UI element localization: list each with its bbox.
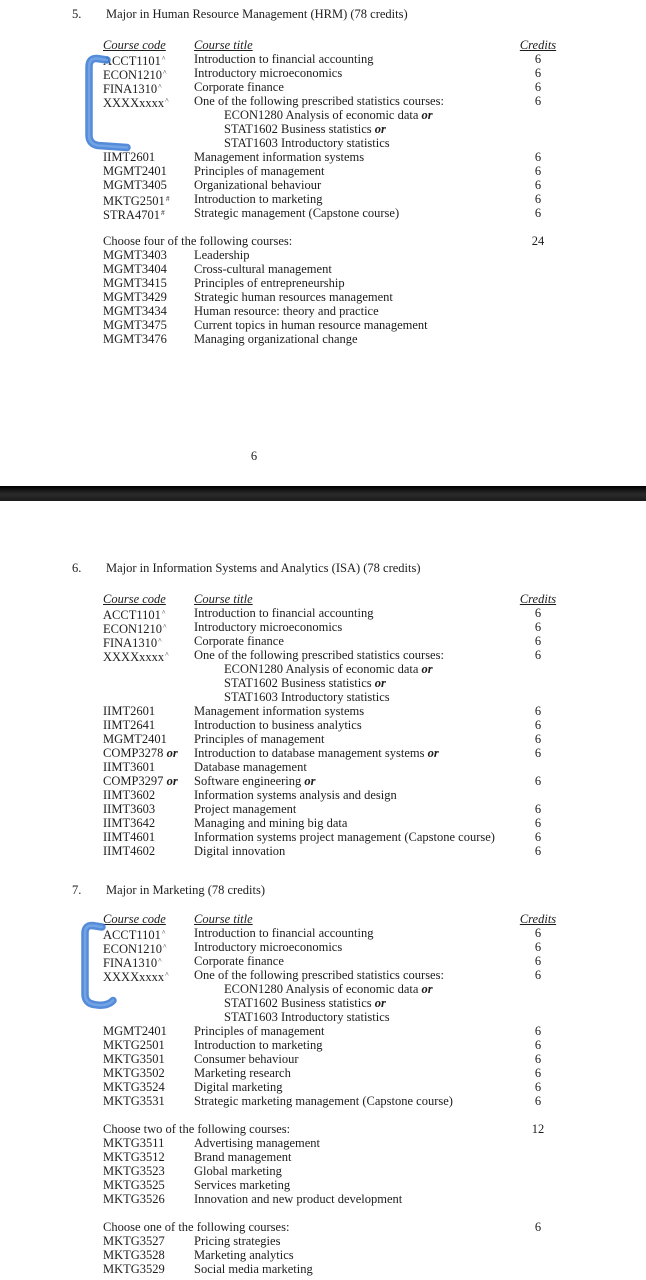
credits-value [503, 262, 573, 276]
course-code: MGMT2401 [103, 732, 167, 746]
course-code-superscript: ^ [161, 54, 166, 63]
course-title: ECON1280 Analysis of economic data or [224, 108, 433, 122]
course-title: Current topics in human resource management [194, 318, 428, 332]
course-code-superscript: # [160, 208, 165, 217]
course-code: MGMT3475 [103, 318, 167, 332]
row-spacer [0, 1108, 646, 1122]
credits-value [503, 1010, 573, 1024]
course-code [103, 996, 194, 1010]
course-title: Corporate finance [194, 80, 284, 94]
course-title: Information systems project management (Capstone course) [194, 830, 495, 844]
course-row [0, 760, 646, 774]
course-code-superscript: ^ [158, 82, 162, 91]
credits-value [503, 760, 573, 774]
course-title: Leadership [194, 248, 250, 262]
course-title: Principles of entrepreneurship [194, 276, 345, 290]
course-code: ACCT1101^ [103, 608, 166, 622]
course-code: FINA1310^ [103, 956, 162, 970]
credits-value: 6 [534, 648, 542, 662]
course-code-superscript: # [165, 194, 170, 203]
course-title: Strategic management (Capstone course) [194, 206, 400, 220]
course-title: Managing organizational change [194, 332, 358, 346]
credits-value [503, 108, 573, 122]
course-row [0, 940, 646, 954]
course-title: Principles of management [194, 732, 325, 746]
course-title: Strategic marketing management (Capstone course) [194, 1094, 453, 1108]
course-title: Introductory microeconomics [194, 620, 343, 634]
course-code: MGMT3434 [103, 304, 167, 318]
course-title: Human resource: theory and practice [194, 304, 379, 318]
credits-value [503, 1234, 573, 1248]
course-row [0, 192, 646, 206]
course-code: MKTG3528 [103, 1248, 165, 1262]
course-code: IIMT2641 [103, 718, 156, 732]
course-code-superscript: ^ [158, 956, 162, 965]
course-row [0, 1192, 646, 1206]
column-header-course-code: Course code [103, 38, 166, 52]
course-row [0, 844, 646, 858]
course-row [0, 816, 646, 830]
credits-value: 6 [534, 746, 542, 760]
course-row [0, 332, 646, 346]
credits-value [503, 996, 573, 1010]
credits-value: 6 [534, 94, 542, 108]
course-row [0, 1024, 646, 1038]
credits-value: 6 [534, 80, 542, 94]
credits-value: 12 [531, 1122, 545, 1136]
credits-value: 6 [534, 206, 542, 220]
or-keyword: or [421, 108, 433, 122]
course-row [0, 1094, 646, 1108]
course-title: Social media marketing [194, 1262, 313, 1276]
course-code-superscript: ^ [165, 970, 169, 979]
course-row [0, 732, 646, 746]
course-code: IIMT3642 [103, 816, 156, 830]
course-code-superscript: ^ [161, 928, 166, 937]
course-code: MKTG2501# [103, 194, 170, 208]
course-code: XXXXxxxx^ [103, 96, 169, 110]
course-title: ECON1280 Analysis of economic data or [224, 982, 433, 996]
course-row [0, 788, 646, 802]
credits-value [503, 304, 573, 318]
course-title: Introductory microeconomics [194, 66, 343, 80]
section-hrm [0, 7, 646, 346]
course-code: MKTG2501 [103, 1038, 165, 1052]
course-row [0, 648, 646, 662]
course-code: MKTG3529 [103, 1262, 165, 1276]
row-spacer [0, 220, 646, 234]
course-row [0, 164, 646, 178]
course-code [103, 1010, 194, 1024]
column-header-course-code: Course code [103, 912, 166, 926]
credits-value: 6 [534, 802, 542, 816]
credits-value: 6 [534, 830, 542, 844]
credits-value: 6 [534, 926, 542, 940]
statistics-option-row [0, 662, 646, 676]
section-isa [0, 561, 646, 858]
course-row [0, 1178, 646, 1192]
course-code [103, 122, 194, 136]
column-header-credits: Credits [519, 38, 557, 52]
course-code: MKTG3523 [103, 1164, 165, 1178]
course-title: Introduction to business analytics [194, 718, 362, 732]
course-title: ECON1280 Analysis of economic data or [224, 662, 433, 676]
course-title: Cross-cultural management [194, 262, 332, 276]
course-code: MKTG3524 [103, 1080, 165, 1094]
course-row [0, 774, 646, 788]
course-title: Strategic human resources management [194, 290, 393, 304]
course-row [0, 1136, 646, 1150]
course-title: Introduction to financial accounting [194, 606, 374, 620]
course-row [0, 248, 646, 262]
section-heading-text: Major in Information Systems and Analytics (ISA) (78 credits) [106, 561, 421, 575]
course-code: MGMT3476 [103, 332, 167, 346]
credits-value: 6 [534, 164, 542, 178]
course-code: MKTG3511 [103, 1136, 165, 1150]
credits-value [503, 248, 573, 262]
credits-value: 6 [534, 704, 542, 718]
course-code: IIMT4601 [103, 830, 156, 844]
statistics-option-row [0, 982, 646, 996]
row-spacer [0, 1206, 646, 1220]
course-row [0, 1052, 646, 1066]
credits-value [503, 1164, 573, 1178]
or-keyword: or [374, 996, 386, 1010]
or-keyword: or [421, 662, 433, 676]
credits-value: 6 [534, 1220, 542, 1234]
column-header-credits: Credits [519, 592, 557, 606]
table-header-row [0, 592, 646, 606]
course-title: Brand management [194, 1150, 292, 1164]
course-row [0, 1066, 646, 1080]
course-code: MKTG3526 [103, 1192, 165, 1206]
course-row [0, 150, 646, 164]
or-keyword: or [166, 746, 178, 760]
column-header-course-title: Course title [194, 912, 253, 926]
section-heading [0, 883, 646, 897]
course-code: IIMT3601 [103, 760, 156, 774]
course-title: Innovation and new product development [194, 1192, 403, 1206]
course-title: Corporate finance [194, 954, 284, 968]
or-keyword: or [421, 982, 433, 996]
course-row [0, 1080, 646, 1094]
course-title: Services marketing [194, 1178, 291, 1192]
credits-value: 6 [534, 606, 542, 620]
credits-value: 6 [534, 620, 542, 634]
course-code: MKTG3512 [103, 1150, 165, 1164]
course-row [0, 926, 646, 940]
course-code: IIMT3603 [103, 802, 156, 816]
course-code: MKTG3527 [103, 1234, 165, 1248]
course-title: STAT1603 Introductory statistics [224, 690, 390, 704]
course-row [0, 606, 646, 620]
credits-value: 6 [534, 732, 542, 746]
credits-value: 6 [534, 178, 542, 192]
section-heading [0, 7, 646, 21]
course-row [0, 276, 646, 290]
statistics-option-row [0, 108, 646, 122]
course-code [103, 108, 194, 122]
course-code [103, 676, 194, 690]
table-header-row [0, 38, 646, 52]
course-title: One of the following prescribed statistics courses: [194, 94, 444, 108]
credits-value [503, 1150, 573, 1164]
credits-value: 6 [534, 52, 542, 66]
course-code: FINA1310^ [103, 636, 162, 650]
course-code: MGMT2401 [103, 164, 167, 178]
course-title: Digital marketing [194, 1080, 283, 1094]
course-row [0, 94, 646, 108]
course-title: Marketing research [194, 1066, 291, 1080]
course-code: STRA4701# [103, 208, 165, 222]
course-row [0, 178, 646, 192]
credits-value: 6 [534, 1052, 542, 1066]
course-title: Information systems analysis and design [194, 788, 397, 802]
course-row [0, 1234, 646, 1248]
course-code [103, 690, 194, 704]
course-code [103, 662, 194, 676]
column-header-course-code: Course code [103, 592, 166, 606]
course-row [0, 1150, 646, 1164]
credits-value: 6 [534, 968, 542, 982]
course-title: Introductory microeconomics [194, 940, 343, 954]
course-title: Marketing analytics [194, 1248, 294, 1262]
course-code: MKTG3501 [103, 1052, 165, 1066]
credits-value [503, 1192, 573, 1206]
or-keyword: or [166, 774, 178, 788]
course-row [0, 262, 646, 276]
column-header-credits: Credits [519, 912, 557, 926]
course-title: Global marketing [194, 1164, 282, 1178]
course-code: MGMT3415 [103, 276, 167, 290]
credits-value [503, 1178, 573, 1192]
credits-value: 24 [531, 234, 545, 248]
credits-value [503, 1262, 573, 1276]
course-code: MKTG3531 [103, 1094, 165, 1108]
course-title: Principles of management [194, 164, 325, 178]
choose-instruction: Choose two of the following courses: [103, 1122, 291, 1136]
course-title: Introduction to financial accounting [194, 52, 374, 66]
course-table [0, 912, 646, 1276]
credits-value [503, 122, 573, 136]
course-code-superscript: ^ [165, 96, 169, 105]
course-row [0, 66, 646, 80]
credits-value [503, 290, 573, 304]
statistics-option-row [0, 996, 646, 1010]
section-number: 6. [72, 561, 82, 575]
credits-value: 6 [534, 150, 542, 164]
course-code: IIMT4602 [103, 844, 156, 858]
course-row [0, 1164, 646, 1178]
course-row [0, 1262, 646, 1276]
course-code: MGMT3405 [103, 178, 167, 192]
credits-value [503, 690, 573, 704]
course-code [103, 982, 194, 996]
course-title: Consumer behaviour [194, 1052, 299, 1066]
course-code: COMP3278 or [103, 746, 178, 760]
course-row [0, 746, 646, 760]
course-row [0, 52, 646, 66]
statistics-option-row [0, 690, 646, 704]
credits-value: 6 [534, 634, 542, 648]
course-title: STAT1602 Business statistics or [224, 676, 386, 690]
section-heading-text: Major in Marketing (78 credits) [106, 883, 265, 897]
course-title: Pricing strategies [194, 1234, 281, 1248]
course-title: Management information systems [194, 704, 365, 718]
course-row [0, 620, 646, 634]
table-header-row [0, 912, 646, 926]
course-code: COMP3297 or [103, 774, 178, 788]
course-row [0, 718, 646, 732]
statistics-option-row [0, 1010, 646, 1024]
course-row [0, 704, 646, 718]
credits-value [503, 318, 573, 332]
course-row [0, 318, 646, 332]
course-row [0, 802, 646, 816]
credits-value [503, 662, 573, 676]
credits-value [503, 332, 573, 346]
course-title: Organizational behaviour [194, 178, 322, 192]
credits-value: 6 [534, 718, 542, 732]
section-number: 7. [72, 883, 82, 897]
course-code-superscript: ^ [165, 650, 169, 659]
course-code: ACCT1101^ [103, 54, 166, 68]
course-title: Introduction to database management systems or [194, 746, 439, 760]
credits-value [503, 788, 573, 802]
credits-value: 6 [534, 1038, 542, 1052]
credits-value: 6 [534, 844, 542, 858]
course-row [0, 206, 646, 220]
course-code-superscript: ^ [161, 608, 166, 617]
course-title: Introduction to marketing [194, 192, 323, 206]
course-row [0, 634, 646, 648]
credits-value: 6 [534, 774, 542, 788]
course-code: FINA1310^ [103, 82, 162, 96]
course-row [0, 304, 646, 318]
course-code-superscript: ^ [158, 636, 162, 645]
course-title: Advertising management [194, 1136, 321, 1150]
credits-value [503, 676, 573, 690]
credits-value: 6 [534, 940, 542, 954]
course-code-superscript: ^ [163, 622, 167, 631]
course-code: MGMT2401 [103, 1024, 167, 1038]
course-code-superscript: ^ [163, 68, 167, 77]
or-keyword: or [304, 774, 316, 788]
course-title: One of the following prescribed statistics courses: [194, 968, 444, 982]
course-title: Digital innovation [194, 844, 286, 858]
course-title: Project management [194, 802, 297, 816]
course-row [0, 290, 646, 304]
course-row [0, 968, 646, 982]
page-number: 6 [250, 449, 258, 463]
section-heading [0, 561, 646, 575]
credits-value: 6 [534, 1024, 542, 1038]
section-heading-text: Major in Human Resource Management (HRM) (78 credits) [106, 7, 408, 21]
course-code: XXXXxxxx^ [103, 970, 169, 984]
credits-value: 6 [534, 1066, 542, 1080]
course-title: STAT1603 Introductory statistics [224, 1010, 390, 1024]
credits-value [503, 276, 573, 290]
course-title: STAT1603 Introductory statistics [224, 136, 390, 150]
section-number: 5. [72, 7, 82, 21]
statistics-option-row [0, 676, 646, 690]
course-code: ECON1210^ [103, 68, 167, 82]
course-title: Introduction to marketing [194, 1038, 323, 1052]
course-row [0, 1038, 646, 1052]
course-code: XXXXxxxx^ [103, 650, 169, 664]
choose-instruction: Choose four of the following courses: [103, 234, 293, 248]
course-code: ECON1210^ [103, 942, 167, 956]
course-code: MKTG3502 [103, 1066, 165, 1080]
course-title: Principles of management [194, 1024, 325, 1038]
credits-value: 6 [534, 816, 542, 830]
course-title: Managing and mining big data [194, 816, 348, 830]
choose-row [0, 1220, 646, 1234]
credits-value [503, 1136, 573, 1150]
course-title: Database management [194, 760, 307, 774]
course-code: MGMT3403 [103, 248, 167, 262]
course-row [0, 954, 646, 968]
course-code: MGMT3429 [103, 290, 167, 304]
credits-value: 6 [534, 192, 542, 206]
course-title: STAT1602 Business statistics or [224, 122, 386, 136]
page-separator [0, 486, 646, 501]
course-row [0, 1248, 646, 1262]
course-code: MGMT3404 [103, 262, 167, 276]
course-row [0, 830, 646, 844]
course-row [0, 80, 646, 94]
course-title: Corporate finance [194, 634, 284, 648]
course-code [103, 136, 194, 150]
course-title: One of the following prescribed statistics courses: [194, 648, 444, 662]
credits-value [503, 1248, 573, 1262]
credits-value: 6 [534, 954, 542, 968]
or-keyword: or [427, 746, 439, 760]
course-code: IIMT3602 [103, 788, 156, 802]
choose-row [0, 234, 646, 248]
credits-value: 6 [534, 1094, 542, 1108]
course-title: Introduction to financial accounting [194, 926, 374, 940]
or-keyword: or [374, 676, 386, 690]
credits-value [503, 982, 573, 996]
course-code: ECON1210^ [103, 622, 167, 636]
course-title: STAT1602 Business statistics or [224, 996, 386, 1010]
credits-value: 6 [534, 1080, 542, 1094]
course-code: MKTG3525 [103, 1178, 165, 1192]
statistics-option-row [0, 122, 646, 136]
course-code: IIMT2601 [103, 704, 156, 718]
choose-instruction: Choose one of the following courses: [103, 1220, 290, 1234]
statistics-option-row [0, 136, 646, 150]
choose-row [0, 1122, 646, 1136]
course-code: ACCT1101^ [103, 928, 166, 942]
course-code-superscript: ^ [163, 942, 167, 951]
column-header-course-title: Course title [194, 592, 253, 606]
or-keyword: or [374, 122, 386, 136]
course-table [0, 592, 646, 858]
credits-value: 6 [534, 66, 542, 80]
course-title: Software engineering or [194, 774, 316, 788]
column-header-course-title: Course title [194, 38, 253, 52]
course-title: Management information systems [194, 150, 365, 164]
credits-value [503, 136, 573, 150]
course-table [0, 38, 646, 346]
section-marketing [0, 883, 646, 1276]
course-code: IIMT2601 [103, 150, 156, 164]
